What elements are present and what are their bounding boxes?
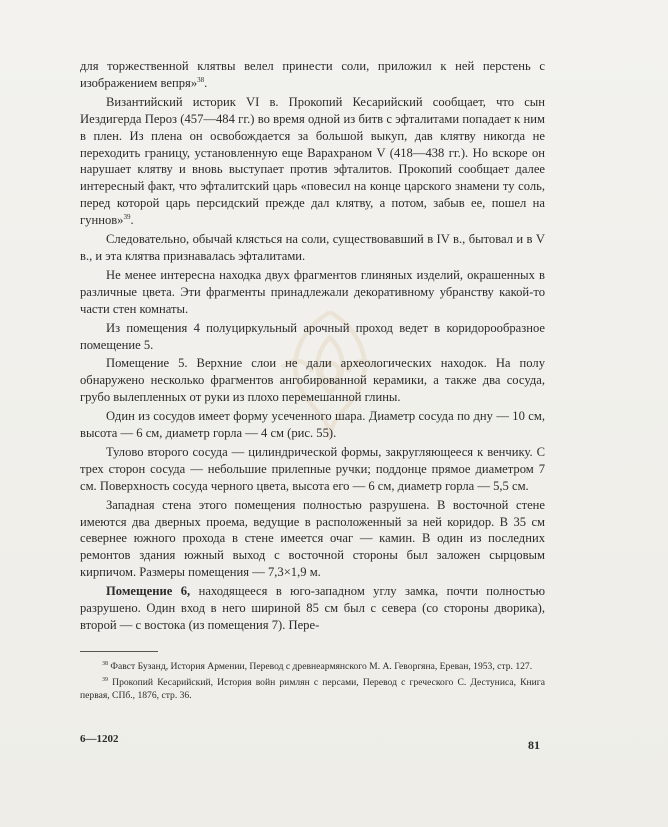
footnote: $^{38}$ Фавст Бузанд, История Армении, Перевод с древнеармянского М. А. Геворгяна, Ереван, 1953, стр. 127. (102, 661, 533, 673)
printer-signature: 6—1202 (80, 733, 119, 745)
footnotes (80, 658, 545, 703)
paragraph: Следовательно, обычай клясться на соли, существовавший в IV в., бытовал и в V в., и эта клятва признавалась эфталитами. (80, 232, 545, 263)
paragraph: для торжественной клятвы велел принести соли, приложил к ней перстень с изображением вепря»$^{38}$. (80, 59, 545, 90)
paragraph: Помещение 5. Верхние слои не дали археологических находок. На полу обнаружено несколько фрагментов ангобированной керамики, а также два сосуда, грубо вылепленных от руки из плохо перемешанной глины. (80, 356, 545, 405)
page-number: 81 (528, 738, 540, 752)
paragraph: Из помещения 4 полуциркульный арочный проход ведет в коридорообразное помещение 5. (80, 320, 545, 352)
footnote-divider (80, 651, 158, 652)
main-text (80, 58, 545, 636)
section-heading: Помещение 6, (106, 584, 191, 599)
paragraph: Один из сосудов имеет форму усеченного шара. Диаметр сосуда по дну — 10 см, высота — 6 см, диаметр горла — 4 см (рис. 55). (80, 409, 545, 441)
paragraph: Помещение 6, находящееся в юго-западном углу замка, почти полностью разрушено. Один вход в него шириной 85 см был с севера (со стороны дворика), второй — с востока (из помещения 7). Пере- (80, 584, 545, 632)
paragraph: Не менее интересна находка двух фрагментов глиняных изделий, окрашенных в различные цвета. Эти фрагменты принадлежали декоративному убранству какой-то части стен комнаты. (80, 267, 545, 316)
paragraph: Византийский историк VI в. Прокопий Кесарийский сообщает, что сын Иездигерда Пероз (457—484 гг.) во время одной из битв с эфталитами попадает к ним в плен. Из плена он освобождается за большой выкуп, дав клятву никогда не переходить границу, установленную еще Варахраном V (418—438 гг.). Но вскоре он нарушает клятву и вновь выступает против эфталитов. Прокопий сообщает далее интересный факт, что эфталитский царь «повесил на конце царского знамени ту соль, перед которой царь персидский прежде дал клятву, а потом, забыв ее, пошел на гуннов»$^{39}$. (80, 94, 545, 228)
footnote: $^{39}$ Прокопий Кесарийский, История войн римлян с персами, Перевод с греческого С. Дестуниса, Книга первая, СПб., 1876, стр. 36. (80, 677, 545, 702)
paragraph: Западная стена этого помещения полностью разрушена. В восточной стене имеются два дверных проема, ведущие в расположенный за ней коридор. В 35 см севернее южного прохода в стене имеется очаг — камин. В один из последних ремонтов здания южный выход с восточной стороны был заложен сырцовым кирпичом. Размеры помещения — 7,3×1,9 м. (80, 497, 545, 580)
paragraph: Тулово второго сосуда — цилиндрической формы, закругляющееся к венчику. С трех сторон сосуда — небольшие прилепные ручки; поддонце прямое диаметром 7 см. Поверхность сосуда черного цвета, высота его — 6 см, диаметр горла — 5,5 см. (80, 444, 545, 493)
